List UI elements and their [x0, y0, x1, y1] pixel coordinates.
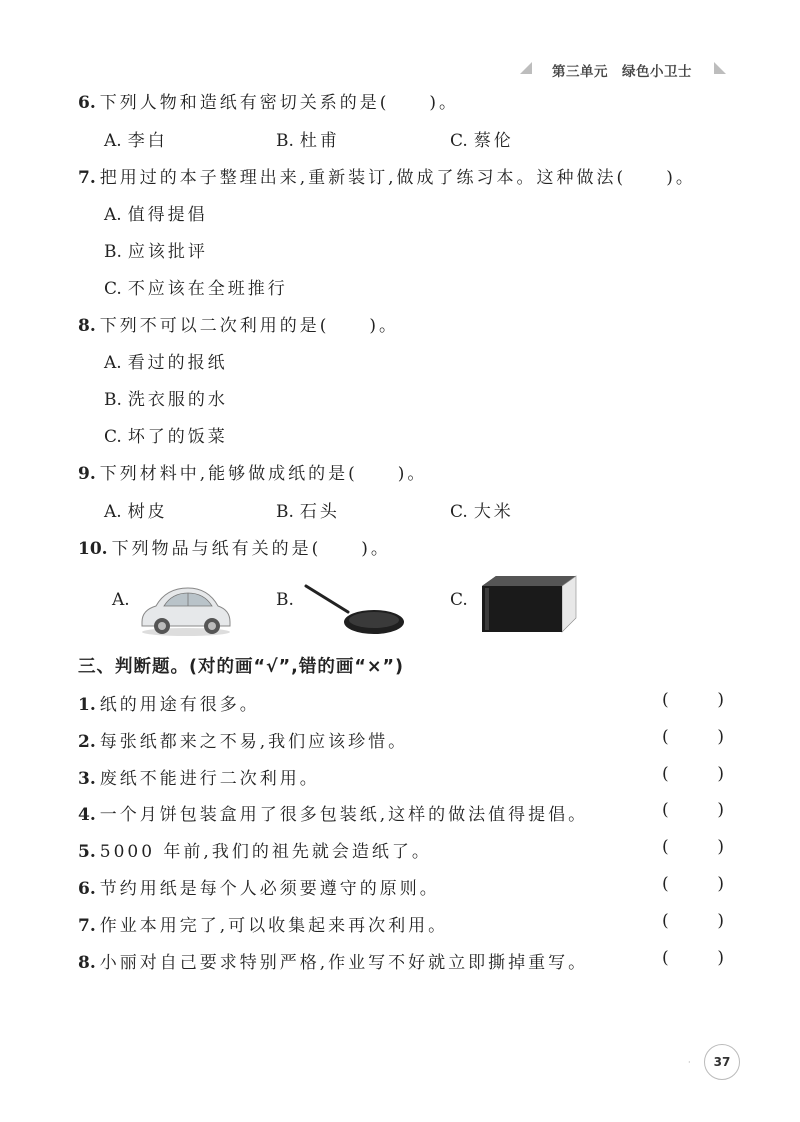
q9-option-b — [276, 497, 340, 522]
judgment-text: 5000 年前,我们的祖先就会造纸了。 — [99, 842, 432, 862]
question-text: 下列物品与纸有关的是( )。 — [111, 539, 391, 559]
option-text: 坏了的饭菜 — [127, 427, 228, 447]
option-label: A. — [104, 353, 122, 373]
paren-open: ( — [662, 764, 669, 784]
answer-blank[interactable] — [662, 764, 724, 784]
judgment-2 — [78, 727, 408, 752]
answer-blank[interactable] — [662, 948, 724, 968]
paren-open: ( — [662, 727, 669, 747]
q6-option-c — [450, 126, 514, 151]
option-text: 蔡伦 — [473, 131, 514, 151]
question-text: 把用过的本子整理出来,重新装订,做成了练习本。这种做法( )。 — [99, 168, 696, 188]
paren-close: ) — [717, 874, 724, 894]
book-icon — [476, 574, 580, 636]
option-text: 不应该在全班推行 — [127, 279, 288, 299]
paren-close: ) — [717, 948, 724, 968]
paren-open: ( — [662, 690, 669, 710]
option-text: 洗衣服的水 — [127, 390, 228, 410]
page-number-dots-icon: · — [688, 1058, 692, 1067]
answer-blank[interactable] — [662, 837, 724, 857]
q10-option-b — [276, 582, 406, 638]
question-number: 9. — [78, 464, 96, 484]
paren-close: ) — [717, 800, 724, 820]
header-triangle-right-icon — [714, 62, 726, 74]
judgment-text: 一个月饼包装盒用了很多包装纸,这样的做法值得提倡。 — [99, 805, 589, 825]
judgment-4 — [78, 800, 588, 825]
q7-option-c — [104, 274, 288, 299]
q6-option-b — [276, 126, 340, 151]
question-text: 下列不可以二次利用的是( )。 — [99, 316, 400, 336]
question-text: 下列人物和造纸有密切关系的是( )。 — [99, 93, 460, 113]
q8-option-c — [104, 422, 228, 447]
option-label: C. — [450, 502, 468, 522]
q10-option-c — [450, 582, 590, 638]
option-text: 大米 — [473, 502, 514, 522]
judgment-8 — [78, 948, 588, 973]
judgment-number: 1. — [78, 695, 96, 715]
header-text — [552, 60, 706, 80]
option-label: C. — [450, 590, 468, 610]
q7-option-b — [104, 237, 208, 262]
option-label: B. — [276, 590, 294, 610]
question-text: 下列材料中,能够做成纸的是( )。 — [99, 464, 428, 484]
judgment-number: 2. — [78, 732, 96, 752]
question-10 — [78, 534, 391, 559]
question-6 — [78, 88, 459, 113]
option-label: C. — [104, 279, 122, 299]
judgment-text: 节约用纸是每个人必须要遵守的原则。 — [99, 879, 440, 899]
header-triangle-left-icon — [520, 62, 532, 74]
option-label: B. — [276, 502, 294, 522]
paren-open: ( — [662, 837, 669, 857]
judgment-number: 7. — [78, 916, 96, 936]
paren-open: ( — [662, 874, 669, 894]
section-title: 三、判断题。(对的画“√”,错的画“×”) — [78, 657, 404, 677]
option-label: A. — [104, 205, 122, 225]
judgment-number: 3. — [78, 769, 96, 789]
question-9 — [78, 459, 427, 484]
judgment-number: 5. — [78, 842, 96, 862]
answer-blank[interactable] — [662, 690, 724, 710]
option-label: B. — [104, 390, 122, 410]
question-number: 8. — [78, 316, 96, 336]
car-icon — [134, 582, 234, 638]
paren-close: ) — [717, 911, 724, 931]
judgment-text: 作业本用完了,可以收集起来再次利用。 — [99, 916, 449, 936]
question-8 — [78, 311, 399, 336]
option-text: 李白 — [127, 131, 168, 151]
page-number: 37 — [704, 1044, 740, 1080]
question-number: 6. — [78, 93, 96, 113]
paren-close: ) — [717, 837, 724, 857]
judgment-text: 每张纸都来之不易,我们应该珍惜。 — [99, 732, 409, 752]
paren-close: ) — [717, 690, 724, 710]
q9-option-a — [104, 497, 168, 522]
paren-close: ) — [717, 727, 724, 747]
judgment-number: 8. — [78, 953, 96, 973]
question-number: 10. — [78, 539, 108, 559]
option-label: B. — [104, 242, 122, 262]
page-header — [520, 58, 726, 80]
paren-open: ( — [662, 800, 669, 820]
judgment-number: 4. — [78, 805, 96, 825]
judgment-6 — [78, 874, 440, 899]
q8-option-b — [104, 385, 228, 410]
option-label: C. — [450, 131, 468, 151]
q9-option-c — [450, 497, 514, 522]
question-number: 7. — [78, 168, 96, 188]
option-text: 看过的报纸 — [127, 353, 228, 373]
judgment-7 — [78, 911, 448, 936]
option-label: C. — [104, 427, 122, 447]
judgment-1 — [78, 690, 260, 715]
option-text: 应该批评 — [127, 242, 208, 262]
answer-blank[interactable] — [662, 800, 724, 820]
q6-option-a — [104, 126, 168, 151]
option-label: A. — [112, 590, 130, 610]
header-title: 绿色小卫士 — [622, 64, 692, 80]
option-text: 值得提倡 — [127, 205, 208, 225]
answer-blank[interactable] — [662, 874, 724, 894]
judgment-text: 纸的用途有很多。 — [99, 695, 260, 715]
judgment-3 — [78, 764, 320, 789]
question-7 — [78, 163, 696, 188]
frying-pan-icon — [298, 582, 408, 638]
q8-option-a — [104, 348, 228, 373]
option-label: B. — [276, 131, 294, 151]
option-text: 石头 — [299, 502, 340, 522]
paren-close: ) — [717, 764, 724, 784]
judgment-text: 小丽对自己要求特别严格,作业写不好就立即撕掉重写。 — [99, 953, 589, 973]
option-label: A. — [104, 131, 122, 151]
header-unit: 第三单元 — [552, 64, 608, 80]
q7-option-a — [104, 200, 208, 225]
paren-open: ( — [662, 948, 669, 968]
answer-blank[interactable] — [662, 911, 724, 931]
option-text: 杜甫 — [299, 131, 340, 151]
paren-open: ( — [662, 911, 669, 931]
answer-blank[interactable] — [662, 727, 724, 747]
option-text: 树皮 — [127, 502, 168, 522]
option-label: A. — [104, 502, 122, 522]
judgment-number: 6. — [78, 879, 96, 899]
judgment-text: 废纸不能进行二次利用。 — [99, 769, 320, 789]
q10-option-a — [112, 582, 242, 638]
judgment-5 — [78, 837, 432, 862]
